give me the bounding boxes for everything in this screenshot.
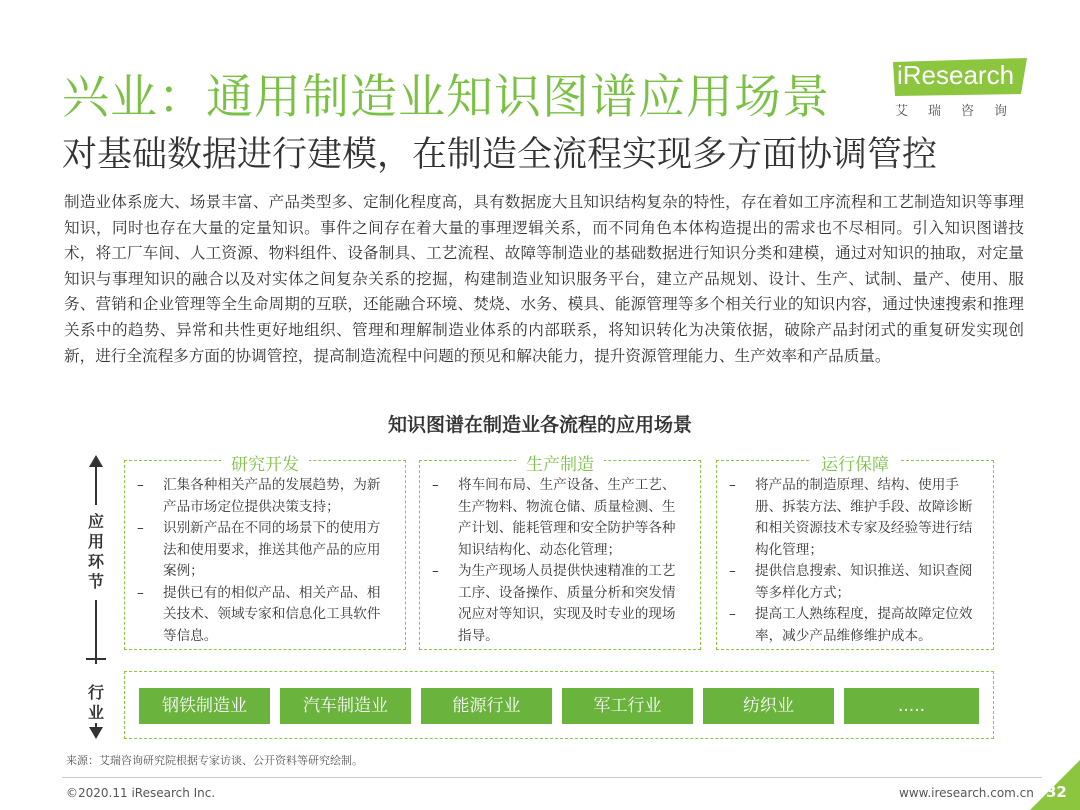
list-item: – 为生产现场人员提供快速精准的工艺工序、设备操作、质量分析和突发情况应对等知识，实现及时专业的现场指导。	[432, 563, 676, 644]
footer-divider	[62, 777, 1042, 778]
industry-chip-more: .....	[844, 688, 979, 724]
industry-chip-auto: 汽车制造业	[280, 688, 411, 724]
page-title: 兴业：通用制造业知识图谱应用场景	[62, 70, 830, 125]
list-item: – 将产品的制造原理、结构、使用手册、拆装方法、维护手段、故障诊断和相关资源技术专家及经验等进行结构化管理；	[729, 477, 973, 558]
industry-chip-military: 军工行业	[562, 688, 693, 724]
panel-production-list	[430, 475, 688, 647]
panel-research-list	[135, 475, 393, 647]
panel-title-operation: 运行保障	[811, 455, 899, 475]
copyright: ©2020.11 iResearch Inc.	[66, 786, 216, 800]
bullet-dash-icon: –	[432, 563, 439, 579]
industry-chip-energy: 能源行业	[421, 688, 552, 724]
panel-production	[419, 455, 701, 650]
list-item: – 提供已有的相似产品、相关产品、相关技术、领域专家和信息化工具软件等信息。	[137, 584, 381, 644]
website-link[interactable]: www.iresearch.com.cn	[899, 786, 1034, 800]
bullet-dash-icon: –	[729, 606, 736, 622]
panel-research	[124, 455, 406, 650]
bullet-dash-icon: –	[137, 520, 144, 536]
bullet-dash-icon: –	[729, 563, 736, 579]
industry-row	[124, 671, 994, 739]
industry-chip-textile: 纺织业	[703, 688, 834, 724]
bullet-dash-icon: –	[137, 477, 144, 493]
axis-label-industry: 行业	[87, 683, 104, 722]
bullet-dash-icon: –	[729, 477, 736, 493]
axis-label-application: 应用环节	[87, 512, 104, 591]
source-note: 来源：艾瑞咨询研究院根据专家访谈、公开资料等研究绘制。	[66, 754, 363, 767]
panel-title-production: 生产制造	[516, 455, 604, 475]
intro-paragraph: 制造业体系庞大、场景丰富、产品类型多、定制化程度高，具有数据庞大且知识结构复杂的特性，存在着如工序流程和工艺制造知识等事理知识，同时也存在大量的定量知识。事件之间存在着大量的事理逻辑关系，而不同角色本体构造提出的需求也不尽相同。引入知识图谱技术，将工厂车间、人工资源、物料组件、设备制具、工艺流程、故障等制造业的基础数据进行知识分类和建模，通过对知识的抽取，对定量知识与事理知识的融合以及对实体之间复杂关系的挖掘，构建制造业知识服务平台，建立产品规划、设计、生产、试制、量产、使用、服务、营销和企业管理等全生命周期的互联，还能融合环境、焚烧、水务、模具、能源管理等多个相关行业的知识内容，通过快速搜索和推理关系中的趋势、异常和共性更好地组织、管理和理解制造业体系的内部联系，将知识转化为决策依据，破除产品封闭式的重复研发实现创新，进行全流程多方面的协调管控，提高制造流程中问题的预见和解决能力，提升资源管理能力、生产效率和产品质量。	[64, 193, 1024, 365]
axis-tick	[86, 658, 106, 660]
panel-operation	[716, 455, 994, 650]
list-item: – 识别新产品在不同的场景下的使用方法和使用要求，推送其他产品的应用案例；	[137, 520, 381, 579]
bullet-dash-icon: –	[432, 477, 439, 493]
iresearch-logo	[893, 58, 1033, 120]
axis-line-middle	[95, 600, 97, 664]
bullet-dash-icon: –	[137, 584, 144, 601]
panel-title-research: 研究开发	[221, 455, 309, 475]
list-item: – 将车间布局、生产设备、生产工艺、生产物料、物流仓储、质量检测、生产计划、能耗管理和安全防护等各种知识结构化、动态化管理；	[432, 477, 676, 558]
diagram-title: 知识图谱在制造业各流程的应用场景	[387, 414, 692, 436]
axis-line-top	[95, 465, 97, 505]
logo-chinese-name: 艾瑞咨询	[895, 104, 1028, 119]
logo-wordmark: iResearch	[897, 60, 1015, 90]
page-number: 32	[1046, 783, 1067, 801]
page-subtitle: 对基础数据进行建模，在制造全流程实现多方面协调管控	[62, 135, 938, 175]
list-item: – 提供信息搜索、知识推送、知识查阅等多样化方式；	[729, 563, 973, 601]
industry-chip-steel: 钢铁制造业	[139, 688, 270, 724]
list-item: – 汇集各种相关产品的发展趋势，为新产品市场定位提供决策支持；	[137, 477, 381, 515]
axis-arrow-down-icon	[89, 727, 103, 739]
list-item: – 提高工人熟练程度，提高故障定位效率，减少产品维修维护成本。	[729, 606, 973, 644]
panel-operation-list	[727, 475, 981, 647]
